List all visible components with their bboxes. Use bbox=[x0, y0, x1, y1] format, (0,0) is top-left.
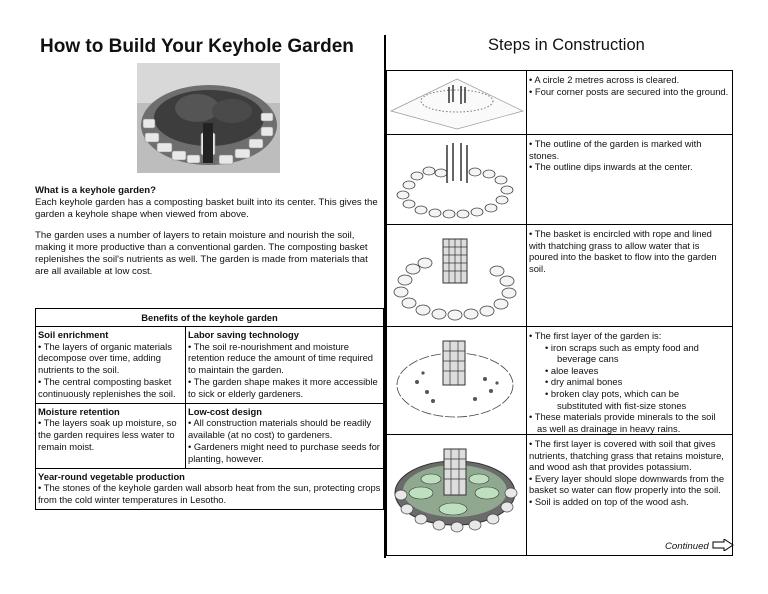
step-bullet: • The first layer of the garden is: bbox=[529, 330, 662, 341]
benefit-text: • The stones of the keyhole garden wall absorb heat from the sun, protecting crops from the cold winter temperatures in Lesotho. bbox=[38, 482, 381, 506]
intro-paragraph: Each keyhole garden has a composting basket built into its center. This gives the garden a keyhole shape when viewed from above. bbox=[35, 197, 378, 220]
step-bullet: • Soil is added on top of the wood ash. bbox=[529, 495, 689, 507]
step-sub-bullet: • dry animal bones bbox=[545, 376, 623, 388]
step-bullet: • The outline dips inwards at the center. bbox=[529, 161, 693, 173]
benefit-year-round bbox=[36, 469, 383, 509]
step-bullet: • The first layer is covered with soil that gives nutrients, thatching grass that retains moisture, and wood ash that provides potassium. bbox=[529, 438, 724, 473]
step-bullet: as well as drainage in heavy rains. bbox=[537, 422, 681, 434]
step-sub-bullet: • aloe leaves bbox=[545, 364, 599, 376]
benefits-header: Benefits of the keyhole garden bbox=[36, 309, 383, 327]
question-heading: What is a keyhole garden? bbox=[35, 185, 157, 196]
benefit-soil-enrichment bbox=[36, 327, 186, 403]
benefit-title: Soil enrichment bbox=[38, 328, 109, 340]
step-2-text bbox=[529, 138, 731, 173]
continued-label: Continued bbox=[665, 541, 709, 552]
benefit-moisture-retention bbox=[36, 404, 186, 468]
step-4 bbox=[387, 327, 732, 435]
benefits-table bbox=[35, 308, 384, 510]
step-3-text bbox=[529, 228, 731, 274]
step-3-illustration bbox=[387, 225, 527, 326]
benefit-text: • The soil re-nourishment and moisture retention reduce the amount of time required to maintain the garden. • The garden shape makes it more accessible to sick or elderly gardeners. bbox=[188, 340, 378, 399]
step-sub-bullet: • iron scraps such as empty food and bbox=[545, 341, 699, 353]
benefit-text: • The layers soak up moisture, so the garden requires less water to remain moist. bbox=[38, 417, 177, 452]
steps-table bbox=[386, 70, 733, 556]
benefits-row bbox=[36, 404, 383, 469]
step-1 bbox=[387, 71, 732, 135]
keyhole-garden-photo bbox=[137, 63, 280, 173]
benefits-row bbox=[36, 327, 383, 404]
step-4-text bbox=[529, 330, 731, 434]
step-5-text bbox=[529, 438, 731, 508]
page-title: How to Build Your Keyhole Garden bbox=[40, 36, 354, 57]
step-sub-bullet: beverage cans bbox=[557, 353, 619, 365]
step-sub-bullet: • broken clay pots, which can be bbox=[545, 387, 680, 399]
step-bullet: • The outline of the garden is marked with stones. bbox=[529, 138, 702, 161]
step-bullet: • Every layer should slope downwards from the basket so water can flow properly into the soil. bbox=[529, 472, 725, 496]
step-bullet: • These materials provide minerals to the soil bbox=[529, 411, 716, 423]
step-2-illustration bbox=[387, 135, 527, 224]
benefit-title: Low-cost design bbox=[188, 405, 262, 417]
step-3 bbox=[387, 225, 732, 327]
description-paragraph: The garden uses a number of layers to retain moisture and nourish the soil, making it more productive than a conventional garden. The composting basket replenishes the soil's nutrients as well. The garden is made from materials that are all available at low cost. bbox=[35, 230, 368, 277]
step-bullet: • A circle 2 metres across is cleared. bbox=[529, 74, 680, 85]
step-1-text bbox=[529, 74, 731, 97]
step-1-illustration bbox=[387, 71, 527, 134]
benefit-title: Labor saving technology bbox=[188, 328, 299, 340]
step-sub-bullet: substituted with fist-size stones bbox=[557, 399, 687, 411]
step-2 bbox=[387, 135, 732, 225]
benefit-text: • All construction materials should be readily available (at no cost) to gardeners. • Gardeners might need to purchase seeds for planting, however. bbox=[188, 417, 380, 464]
benefits-row bbox=[36, 469, 383, 509]
benefit-title: Moisture retention bbox=[38, 405, 120, 417]
step-5 bbox=[387, 435, 732, 555]
step-5-illustration bbox=[387, 435, 527, 555]
step-bullet: • Four corner posts are secured into the ground. bbox=[529, 85, 729, 97]
right-arrow-icon bbox=[712, 539, 734, 551]
benefit-labor-saving bbox=[186, 327, 383, 403]
steps-title: Steps in Construction bbox=[488, 36, 645, 54]
benefit-text: • The layers of organic materials decompose over time, adding nutrients to the soil. • The central composting basket continuously replenishes the soil. bbox=[38, 340, 176, 399]
benefit-title: Year-round vegetable production bbox=[38, 470, 185, 482]
benefit-low-cost bbox=[186, 404, 383, 468]
step-bullet: • The basket is encircled with rope and lined with thatching grass to allow water that is poured into the basket to flow into the garden soil. bbox=[529, 228, 717, 274]
step-4-illustration bbox=[387, 327, 527, 434]
